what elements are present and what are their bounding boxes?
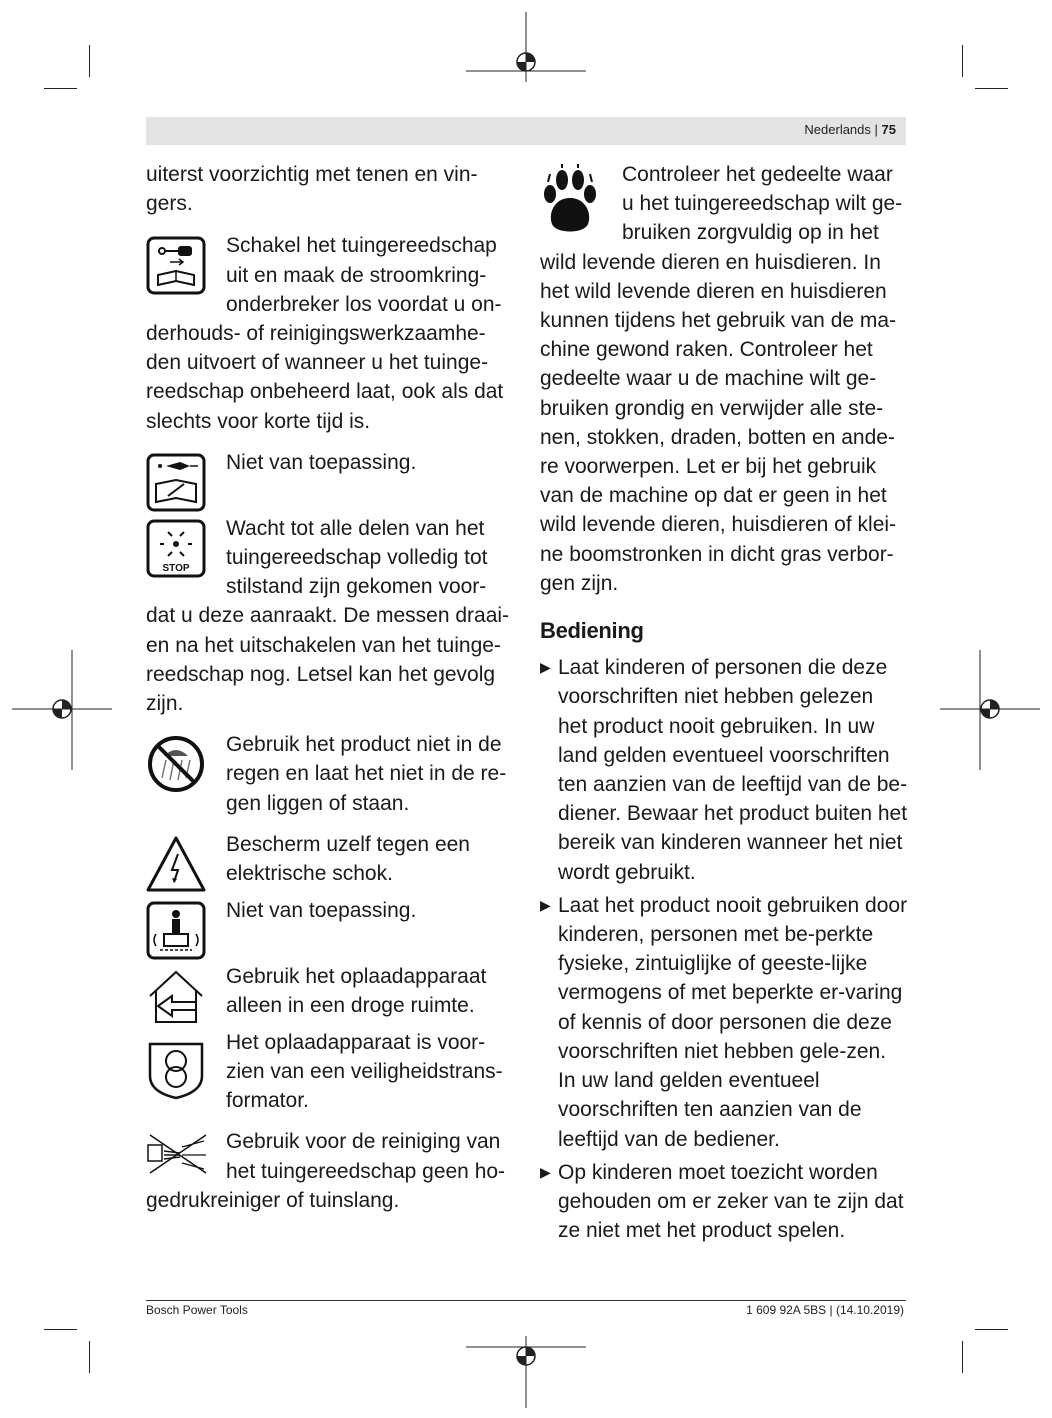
header-text: Nederlands | 75 xyxy=(804,122,896,137)
maintenance-text: Schakel het tuingereedschap uit en maak de stroomkring-onderbreker los voordat u on-derhouds- of reinigingswerkzaamhe-den uitvoert of wanneer u het tuinge-reedschap onbeheerd laat, ook als dat slechts voor korte tijd is. xyxy=(146,234,504,433)
animal-text: Controleer het gedeelte waar u het tuingereedschap wilt ge-bruiken zorgvuldig op in het wild levende dieren en huisdieren. In het wild levende dieren en huisdieren kunnen tijdens het gebruik van de ma-chine gewond raken. Controleer het gedeelte waar u de machine wilt ge-bruiken grondig en verwijder alle ste-nen, stokken, draden, botten en ande-re voorwerpen. Let er bij het gebruik van de machine op dat er geen in het wild levende dieren, huisdieren of klei-ne boomstronken in dicht gras verbor-gen zijn. xyxy=(540,163,903,595)
bullet-icon: ▶ xyxy=(540,896,551,913)
bullet-icon: ▶ xyxy=(540,659,551,676)
maintenance-icon xyxy=(146,235,208,295)
svg-text:STOP: STOP xyxy=(162,562,190,574)
crop-mark xyxy=(975,88,1008,89)
list-item: ▶ Op kinderen moet toezicht worden gehouden om er zeker van te zijn dat ze niet met het product spelen. xyxy=(540,1158,908,1246)
registration-mark-right xyxy=(940,650,1040,770)
indoor-charger-icon xyxy=(146,966,208,1026)
safety-transformer-icon xyxy=(146,1032,208,1092)
no-rain-icon xyxy=(146,734,208,794)
right-column xyxy=(540,160,908,1249)
list-item: ▶ Laat het product nooit gebruiken door kinderen, personen met be-perkte fysieke, zintuiglijke of geeste-lijke vermogens of met beperkte er-varing of kennis of door personen die deze voorschriften niet hebben gele-zen. In uw land gelden eventueel voorschriften ten aanzien van de leeftijd van de bediener. xyxy=(540,891,908,1154)
registration-mark-top xyxy=(466,12,586,82)
crop-mark xyxy=(89,1341,90,1373)
page-header xyxy=(146,117,906,145)
bullet-icon: ▶ xyxy=(540,1163,551,1180)
page-number: 75 xyxy=(881,122,896,137)
indoor-charger-text: Gebruik het oplaadapparaat alleen in een droge ruimte. xyxy=(226,964,487,1018)
no-water-jet-text: Gebruik voor de reiniging van het tuingereedschap geen ho-gedrukreiniger of tuinslang. xyxy=(146,1130,506,1212)
footer-brand: Bosch Power Tools xyxy=(146,1303,248,1317)
electric-shock-icon xyxy=(146,834,208,894)
safety-transformer-text: Het oplaadapparaat is voor-zien van een veiligheidstrans-formator. xyxy=(226,1030,503,1113)
electric-shock-text: Bescherm uzelf tegen een elektrische schok. xyxy=(226,832,470,886)
not-applicable-text-1: Niet van toepassing. xyxy=(226,450,417,474)
no-water-jet-icon xyxy=(146,1131,208,1177)
section-title: Bediening xyxy=(540,618,644,644)
crop-mark xyxy=(89,45,90,77)
not-applicable-text-2: Niet van toepassing. xyxy=(226,898,417,922)
crop-mark xyxy=(962,45,963,77)
header-language: Nederlands xyxy=(804,122,871,137)
person-machine-icon xyxy=(146,900,208,960)
bullet-list xyxy=(540,653,908,1245)
stop-rotation-icon xyxy=(146,518,208,578)
left-column xyxy=(146,160,512,1215)
page-footer xyxy=(146,1300,906,1317)
stop-rotation-text: Wacht tot alle delen van het tuingereedschap volledig tot stilstand zijn gekomen voor-dat u deze aanraakt. De messen draai-en na het uitschakelen van het tuinge-reedschap nog. Letsel kan het gevolg zijn. xyxy=(146,516,510,716)
footer-doc-id: 1 609 92A 5BS | (14.10.2019) xyxy=(746,1303,904,1317)
not-applicable-tool-icon xyxy=(146,452,208,512)
crop-mark xyxy=(44,1329,77,1330)
registration-mark-bottom xyxy=(466,1336,586,1408)
crop-mark xyxy=(962,1341,963,1373)
paw-icon xyxy=(540,164,602,236)
crop-mark xyxy=(44,88,77,89)
intro-paragraph: uiterst voorzichtig met tenen en vin-gers. xyxy=(146,163,478,216)
list-item: ▶ Laat kinderen of personen die deze voorschriften niet hebben gelezen het product nooit gebruiken. In uw land gelden eventueel voorschriften ten aanzien van de leeftijd van de be-diener. Bewaar het product buiten het bereik van kinderen wanneer het niet wordt gebruikt. xyxy=(540,653,908,887)
no-rain-text: Gebruik het product niet in de regen en laat het niet in de re-gen liggen of staan. xyxy=(226,733,507,815)
crop-mark xyxy=(975,1329,1008,1330)
registration-mark-left xyxy=(12,650,112,770)
